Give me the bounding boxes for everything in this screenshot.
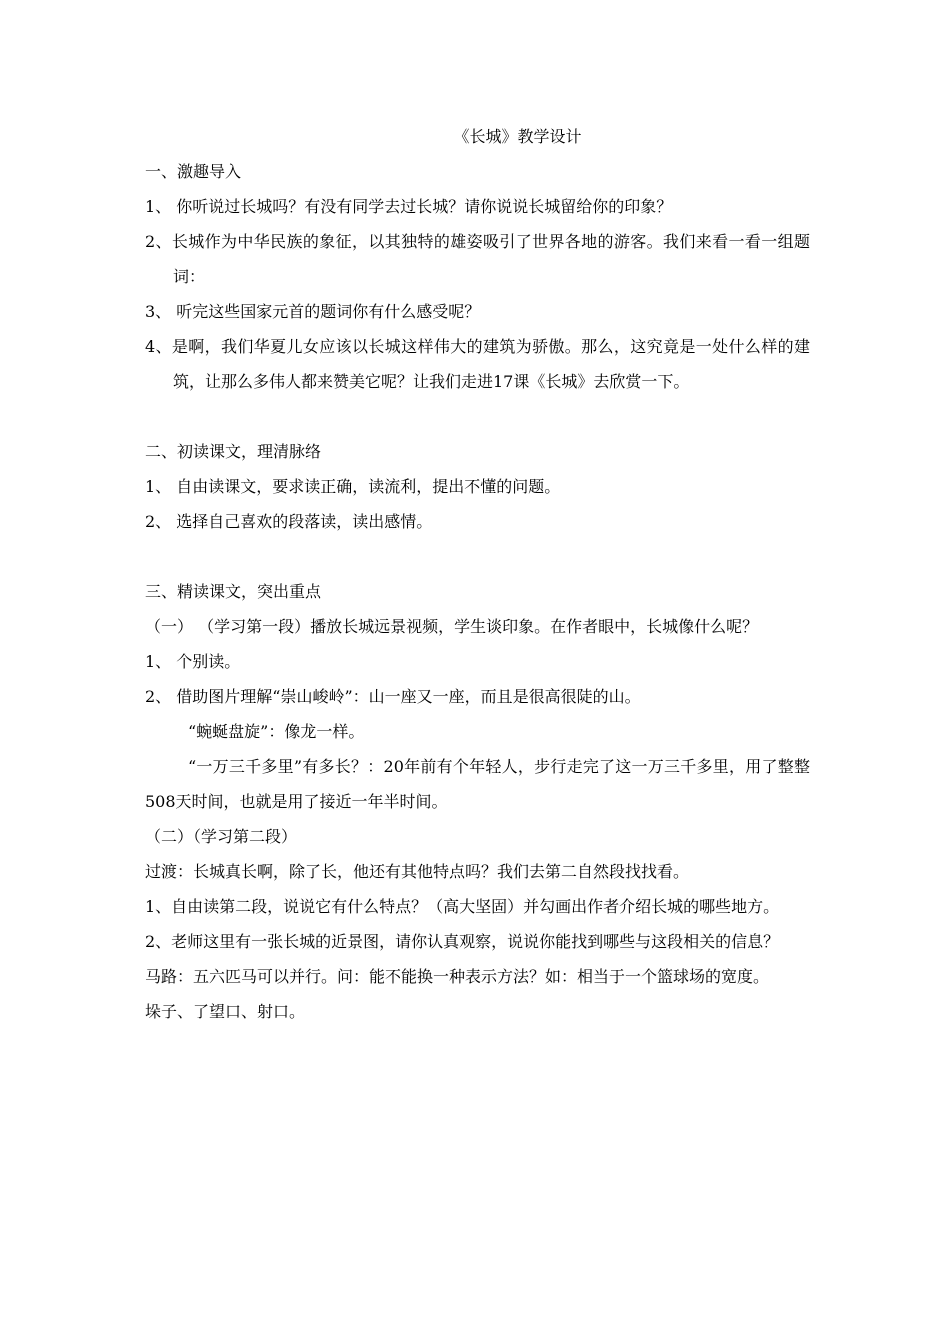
part2-item-1: 1、自由读第二段，说说它有什么特点？（高大坚固）并勾画出作者介绍长城的哪些地方。 [145,897,780,916]
part2-road: 马路：五六匹马可以并行。问：能不能换一种表示方法？如：相当于一个篮球场的宽度。 [145,967,770,986]
part2-duozi: 垛子、了望口、射口。 [145,1002,306,1021]
blank-line [145,399,810,434]
section3-heading: 三、精读课文，突出重点 [145,582,322,601]
section2-item-2: 2、 选择自己喜欢的段落读，读出感情。 [145,512,433,531]
section1-heading: 一、激趣导入 [145,162,242,181]
part1-item-2: 2、 借助图片理解“崇山峻岭”：山一座又一座，而且是很高很陡的山。 [145,687,641,706]
document-title: 《长城》教学设计 [453,127,582,146]
part1-length: “一万三千多里”有多长？：20年前有个年轻人，步行走完了这一万三千多里，用了整整508天时间，也就是用了接近一年半时间。 [145,757,810,811]
part1-wanyan: “蜿蜒盘旋”：像龙一样。 [188,722,365,741]
section3-part1: （一） （学习第一段）播放长城远景视频，学生谈印象。在作者眼中，长城像什么呢？ [145,617,759,636]
section2-heading: 二、初读课文，理清脉络 [145,442,322,461]
part1-item-1: 1、 个别读。 [145,652,241,671]
section3-part2: （二）（学习第二段） [145,827,298,846]
section1-item-1: 1、 你听说过长城吗？有没有同学去过长城？请你说说长城留给你的印象？ [145,197,673,216]
section2-item-1: 1、 自由读课文，要求读正确，读流利，提出不懂的问题。 [145,477,561,496]
section1-item-4: 4、是啊，我们华夏儿女应该以长城这样伟大的建筑为骄傲。那么，这究竟是一处什么样的建筑，让那么多伟人都来赞美它呢？让我们走进17课《长城》去欣赏一下。 [145,337,810,391]
part2-transition: 过渡：长城真长啊，除了长，他还有其他特点吗？我们去第二自然段找找看。 [145,862,690,881]
part2-item-2: 2、老师这里有一张长城的近景图，请你认真观察，说说你能找到哪些与这段相关的信息？ [145,932,780,951]
section1-item-3: 3、 听完这些国家元首的题词你有什么感受呢？ [145,302,481,321]
document-page [145,120,810,1029]
blank-line [145,539,810,574]
section1-item-2: 2、长城作为中华民族的象征，以其独特的雄姿吸引了世界各地的游客。我们来看一看一组题词： [145,232,810,286]
